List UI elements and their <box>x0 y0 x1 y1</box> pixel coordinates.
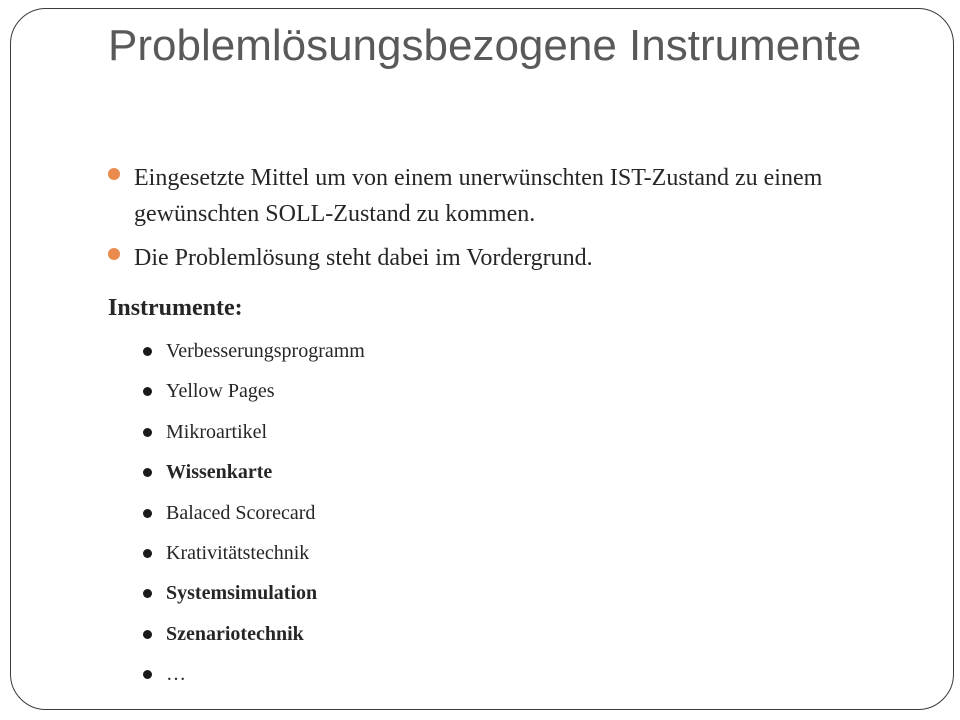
bullet-dot-icon <box>143 630 152 639</box>
instrument-item <box>143 414 743 454</box>
bullet-dot-icon <box>143 428 152 437</box>
instrument-label: Balaced Scorecard <box>166 501 316 524</box>
instrument-item <box>143 575 743 615</box>
bullet-dot-icon <box>143 670 152 679</box>
bullet-text: Die Problemlösung steht dabei im Vordergrund. <box>134 245 593 271</box>
instrument-label: Mikroartikel <box>166 420 268 443</box>
instrument-label: Verbesserungsprogramm <box>166 340 365 362</box>
instrument-item <box>143 495 743 535</box>
bullet-dot-icon <box>143 549 152 558</box>
instrument-item <box>143 373 743 413</box>
instrument-label: Krativitätstechnik <box>166 541 310 564</box>
bullet-dot-icon <box>143 347 152 356</box>
bullet-dot-icon <box>143 387 152 396</box>
instrument-item <box>143 333 743 373</box>
slide-title: Problemlösungsbezogene Instrumente <box>108 21 862 70</box>
instrument-item <box>143 454 743 494</box>
instrument-item <box>143 535 743 575</box>
instrument-label: Systemsimulation <box>166 582 318 605</box>
instrument-label: Szenariotechnik <box>166 622 304 645</box>
bullet-dot-icon <box>108 168 120 180</box>
instrument-label: … <box>166 663 186 686</box>
bullet-dot-icon <box>143 468 152 477</box>
instrument-item <box>143 616 743 656</box>
bullet-item <box>108 160 898 232</box>
instrument-label: Wissenkarte <box>166 461 273 484</box>
instrument-item <box>143 656 743 696</box>
instrument-list <box>143 333 743 697</box>
instruments-heading: Instrumente: <box>108 295 243 321</box>
bullet-dot-icon <box>108 248 120 260</box>
bullet-dot-icon <box>143 509 152 518</box>
bullet-item <box>108 240 898 276</box>
instrument-label: Yellow Pages <box>166 380 275 403</box>
bullet-text: Eingesetzte Mittel um von einem unerwünschten IST-Zustand zu einem gewünschten SOLL-Zustand zu kommen. <box>134 165 823 227</box>
bullet-dot-icon <box>143 589 152 598</box>
main-bullet-list <box>108 160 898 284</box>
